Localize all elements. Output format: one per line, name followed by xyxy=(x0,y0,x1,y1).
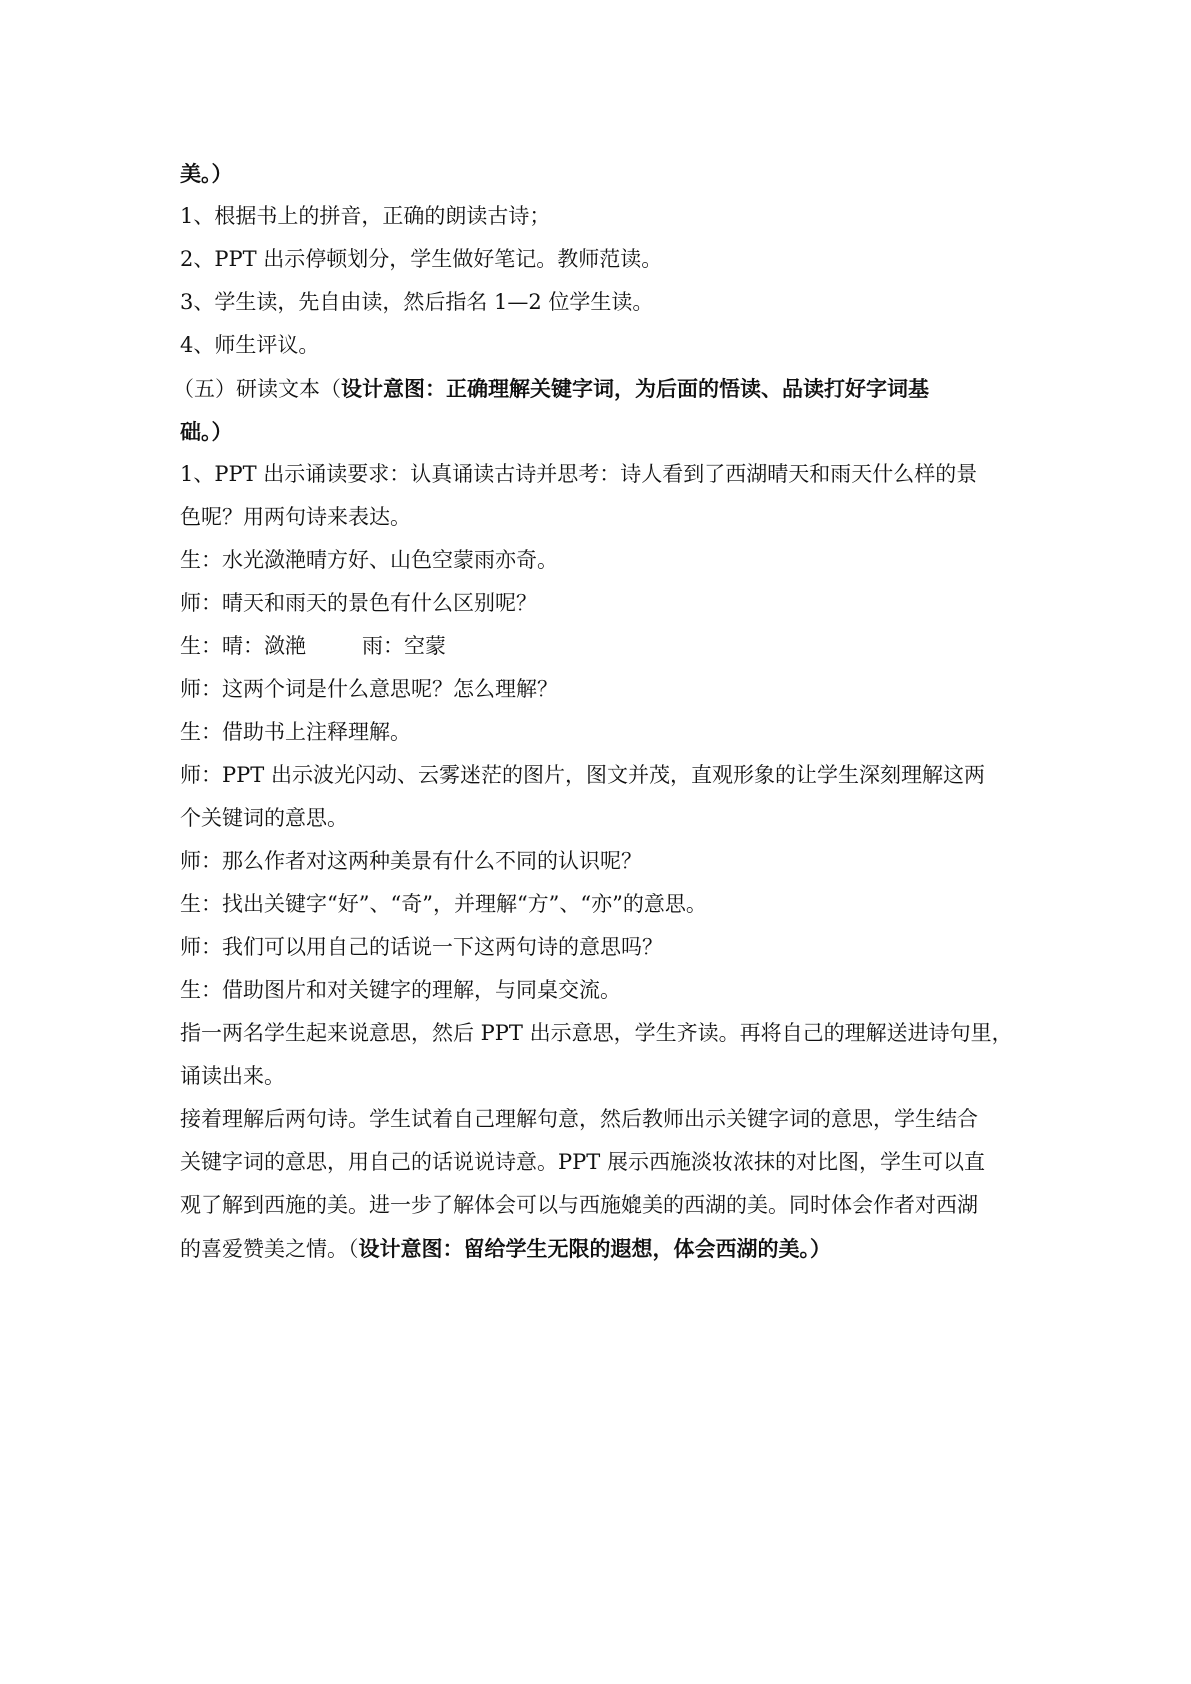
text-line: 观了解到西施的美。进一步了解体会可以与西施媲美的西湖的美。同时体会作者对西湖 xyxy=(180,1193,978,1217)
text-line: 师：我们可以用自己的话说一下这两句诗的意思吗？ xyxy=(180,935,663,959)
text-line: 诵读出来。 xyxy=(180,1064,285,1088)
text-line: 3、学生读，先自由读，然后指名 1—2 位学生读。 xyxy=(180,290,654,314)
text-line xyxy=(180,410,1020,453)
design-intent-text: 设计意图：正确理解关键字词，为后面的悟读、品读打好字词基 xyxy=(341,376,929,401)
text-line: 师：晴天和雨天的景色有什么区别呢？ xyxy=(180,591,537,615)
text-line: 个关键词的意思。 xyxy=(180,806,348,830)
text-line: 生：借助书上注释理解。 xyxy=(180,720,411,744)
text-line: 生：水光潋滟晴方好、山色空蒙雨亦奇。 xyxy=(180,548,558,572)
text-line: 师：PPT 出示波光闪动、云雾迷茫的图片，图文并茂，直观形象的让学生深刻理解这两 xyxy=(180,763,985,787)
text-line: 色呢？用两句诗来表达。 xyxy=(180,505,411,529)
text-line: 生：借助图片和对关键字的理解，与同桌交流。 xyxy=(180,978,621,1002)
text-line: 的喜爱赞美之情。（设计意图：留给学生无限的遐想，体会西湖的美。） xyxy=(180,1236,831,1261)
design-intent-text: 美。） xyxy=(180,161,233,186)
section-heading: （五）研读文本（设计意图：正确理解关键字词，为后面的悟读、品读打好字词基 xyxy=(173,376,929,401)
text-line: 2、PPT 出示停顿划分，学生做好笔记。教师范读。 xyxy=(180,247,663,271)
text-line: 生：晴：潋滟 雨：空蒙 xyxy=(180,634,446,658)
design-intent-text: 设计意图：留给学生无限的遐想，体会西湖的美。） xyxy=(358,1236,831,1261)
design-intent-text: 础。） xyxy=(180,419,233,444)
text-line: 师：这两个词是什么意思呢？怎么理解？ xyxy=(180,677,558,701)
document-body xyxy=(173,152,1020,1270)
text-line: 4、师生评议。 xyxy=(180,333,320,357)
text-line: 1、根据书上的拼音，正确的朗读古诗； xyxy=(180,204,551,228)
text-line: 指一两名学生起来说意思，然后 PPT 出示意思，学生齐读。再将自己的理解送进诗句里， xyxy=(180,1021,1013,1045)
text-line: 师：那么作者对这两种美景有什么不同的认识呢？ xyxy=(180,849,642,873)
text-line: 1、PPT 出示诵读要求：认真诵读古诗并思考：诗人看到了西湖晴天和雨天什么样的景 xyxy=(180,462,978,486)
text-line xyxy=(180,152,1020,195)
text-line: 接着理解后两句诗。学生试着自己理解句意，然后教师出示关键字词的意思，学生结合 xyxy=(180,1107,978,1131)
text-line: 生：找出关键字“好”、“奇”，并理解“方”、“亦”的意思。 xyxy=(180,892,707,916)
text-line: 关键字词的意思，用自己的话说说诗意。PPT 展示西施淡妆浓抹的对比图，学生可以直 xyxy=(180,1150,985,1174)
